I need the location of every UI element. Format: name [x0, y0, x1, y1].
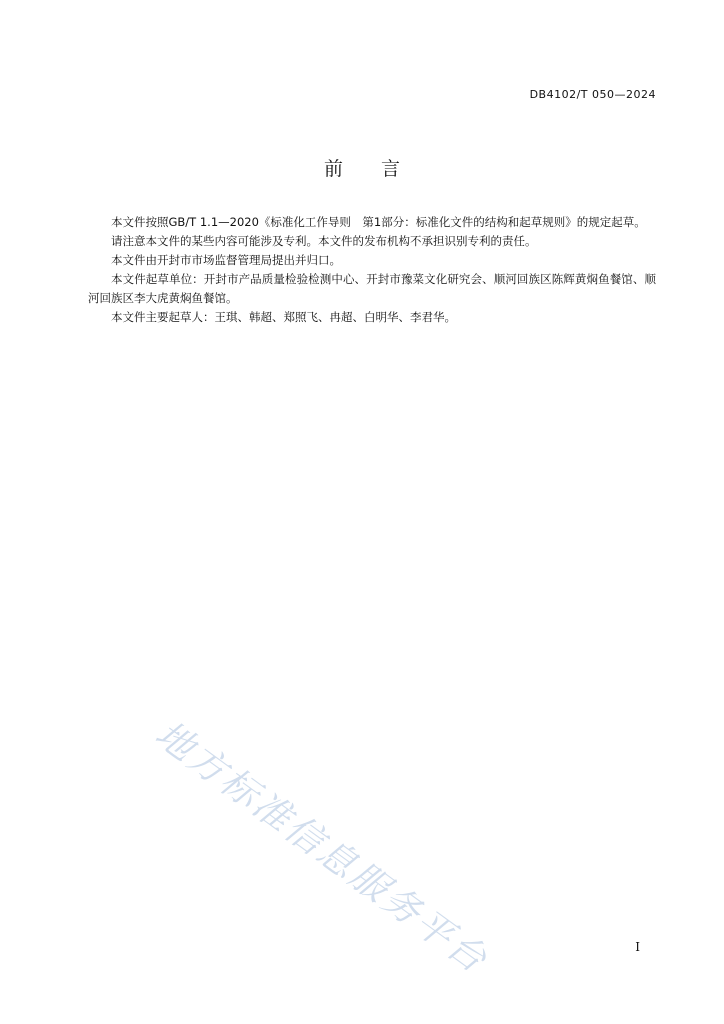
- document-code: DB4102/T 050—2024: [529, 88, 656, 101]
- paragraph-proposer: 本文件由开封市市场监督管理局提出并归口。: [111, 253, 341, 267]
- paragraph-drafters: 本文件主要起草人：王琪、韩超、郑照飞、冉超、白明华、李君华。: [111, 310, 456, 324]
- paragraph-drafting-rules: 本文件按照GB/T 1.1—2020《标准化工作导则 第1部分：标准化文件的结构和起草规则》的规定起草。: [111, 215, 646, 229]
- paragraph-patent-notice: 请注意本文件的某些内容可能涉及专利。本文件的发布机构不承担识别专利的责任。: [111, 234, 537, 248]
- page-number: I: [635, 940, 640, 954]
- preface-body: [88, 213, 656, 327]
- watermark-text: 地方标准信息服务平台: [147, 712, 497, 983]
- paragraph-drafting-units: 本文件起草单位：开封市产品质量检验检测中心、开封市豫菜文化研究会、顺河回族区陈辉黄焖鱼餐馆、顺河回族区李大虎黄焖鱼餐馆。: [88, 272, 656, 305]
- section-title: 前言: [323, 158, 438, 180]
